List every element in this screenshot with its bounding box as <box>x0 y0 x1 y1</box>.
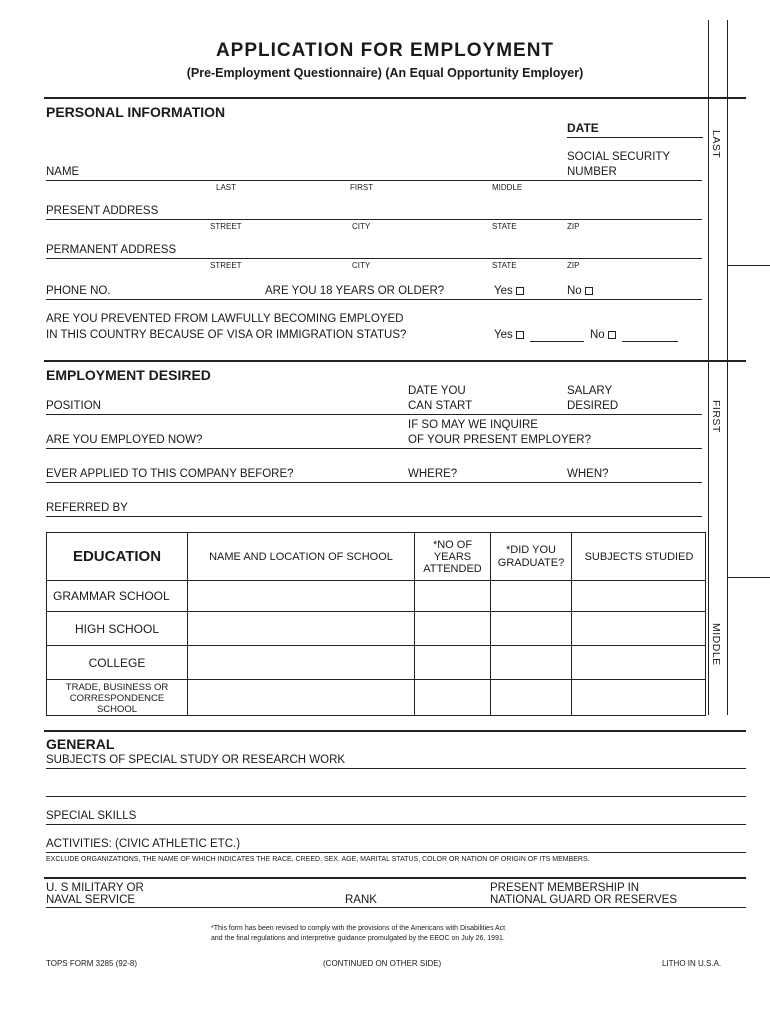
special-study-field-2[interactable] <box>46 796 746 797</box>
rank-label: RANK <box>345 894 377 906</box>
present-address-label: PRESENT ADDRESS <box>46 205 159 217</box>
salary-label-1: SALARY <box>567 385 613 397</box>
edu-col-school: NAME AND LOCATION OF SCHOOL <box>209 550 393 563</box>
guard-label-2: NATIONAL GUARD OR RESERVES <box>490 894 678 906</box>
edu-col-graduate-1: *DID YOU <box>506 543 556 556</box>
inquire-label-2: OF YOUR PRESENT EMPLOYER? <box>408 434 591 446</box>
edu-row-college: COLLEGE <box>88 655 146 670</box>
edu-col-years <box>415 533 490 580</box>
side-label-last: LAST <box>710 130 722 159</box>
ssn-label-2: NUMBER <box>567 166 617 178</box>
visa-no-checkbox[interactable] <box>608 331 616 339</box>
edu-row-trade-2: CORRESPONDENCE <box>69 692 165 704</box>
phone-label: PHONE NO. <box>46 285 111 297</box>
form-id: TOPS FORM 3285 (92-8) <box>46 959 137 968</box>
name-sub-middle: MIDDLE <box>492 183 523 192</box>
right-strip-right-edge <box>727 20 728 715</box>
position-label: POSITION <box>46 400 101 412</box>
military-field[interactable] <box>46 907 746 908</box>
activities-label: ACTIVITIES: (CIVIC ATHLETIC ETC.) <box>46 838 241 850</box>
employed-now-label: ARE YOU EMPLOYED NOW? <box>46 434 203 446</box>
edu-row-trade-1: TRADE, BUSINESS OR <box>65 681 169 693</box>
employment-heading: EMPLOYMENT DESIRED <box>46 367 211 383</box>
special-study-label: SUBJECTS OF SPECIAL STUDY OR RESEARCH WORK <box>46 754 346 766</box>
form-subtitle: (Pre-Employment Questionnaire) (An Equal Opportunity Employer) <box>186 66 584 80</box>
side-label-first: FIRST <box>710 400 722 433</box>
special-skills-label: SPECIAL SKILLS <box>46 810 137 822</box>
right-strip-tick-1 <box>727 265 770 266</box>
section-rule-general <box>44 730 746 732</box>
name-field[interactable] <box>46 180 702 181</box>
edu-col-graduate-2: GRADUATE? <box>497 556 565 569</box>
ada-note-1: *This form has been revised to comply with the provisions of the Americans with Disabilities Act <box>211 925 506 932</box>
form-title: APPLICATION FOR EMPLOYMENT <box>215 40 555 61</box>
military-top-rule <box>44 877 746 879</box>
present-sub-street: STREET <box>210 222 242 231</box>
edu-col-subjects: SUBJECTS STUDIED <box>584 550 694 563</box>
applied-before-label: EVER APPLIED TO THIS COMPANY BEFORE? <box>46 468 294 480</box>
visa-question-line-2: IN THIS COUNTRY BECAUSE OF VISA OR IMMIGRATION STATUS? <box>46 329 407 341</box>
age-yes-checkbox[interactable] <box>516 287 524 295</box>
referred-by-label: REFERRED BY <box>46 502 128 514</box>
phone-field[interactable] <box>46 299 702 300</box>
age-yes-label: Yes <box>494 285 513 297</box>
age-no-label: No <box>567 285 582 297</box>
visa-yes-checkbox[interactable] <box>516 331 524 339</box>
permanent-sub-state: STATE <box>492 261 517 270</box>
permanent-address-label: PERMANENT ADDRESS <box>46 244 177 256</box>
edu-row-grammar: GRAMMAR SCHOOL <box>53 589 170 603</box>
edu-input-college[interactable] <box>188 646 414 679</box>
edu-row-high-school: HIGH SCHOOL <box>74 621 159 636</box>
age-question: ARE YOU 18 YEARS OR OLDER? <box>265 285 445 297</box>
side-label-middle: MIDDLE <box>710 623 722 666</box>
guard-label-1: PRESENT MEMBERSHIP IN <box>490 882 640 894</box>
edu-col-years-3: ATTENDED <box>423 562 482 575</box>
personal-heading: PERSONAL INFORMATION <box>46 104 226 120</box>
general-heading: GENERAL <box>46 736 115 752</box>
salary-label-2: DESIRED <box>567 400 619 412</box>
permanent-sub-street: STREET <box>210 261 242 270</box>
special-skills-field[interactable] <box>46 824 746 825</box>
exclude-note: EXCLUDE ORGANIZATIONS, THE NAME OF WHICH INDICATES THE RACE, CREED. SEX. AGE, MARITAL STATUS, COLOR OR NATION OF ORIGIN OF ITS MEMBERS. <box>46 856 590 863</box>
visa-yes-field[interactable] <box>530 341 584 342</box>
visa-yes-label: Yes <box>494 329 513 341</box>
military-label-2: NAVAL SERVICE <box>46 894 136 906</box>
edu-col-years-1: *NO OF <box>432 538 473 551</box>
edu-input-trade[interactable] <box>188 680 414 716</box>
ada-note-2: and the final regulations and interpretive guidance promulgated by the EEOC on July 26, 1991. <box>211 935 505 942</box>
visa-no-option[interactable] <box>590 329 616 341</box>
referred-by-field[interactable] <box>46 516 702 517</box>
permanent-sub-city: CITY <box>352 261 371 270</box>
position-field[interactable] <box>46 414 702 415</box>
when-label: WHEN? <box>567 468 609 480</box>
present-sub-state: STATE <box>492 222 517 231</box>
edu-row-trade <box>47 680 187 716</box>
inquire-label-1: IF SO MAY WE INQUIRE <box>408 419 538 431</box>
name-sub-last: LAST <box>216 183 237 192</box>
edu-input-grammar-school[interactable] <box>188 581 414 611</box>
present-address-field[interactable] <box>46 219 702 220</box>
present-sub-zip: ZIP <box>567 222 580 231</box>
activities-field[interactable] <box>46 852 746 853</box>
edu-col-graduate <box>491 533 571 580</box>
age-no-option[interactable] <box>567 285 593 297</box>
date-field[interactable] <box>567 137 703 138</box>
military-label-1: U. S MILITARY OR <box>46 882 144 894</box>
applied-before-field[interactable] <box>46 482 702 483</box>
section-rule-employment <box>44 360 746 362</box>
present-sub-city: CITY <box>352 222 371 231</box>
continued-note: (CONTINUED ON OTHER SIDE) <box>323 959 442 968</box>
visa-no-label: No <box>590 329 605 341</box>
age-no-checkbox[interactable] <box>585 287 593 295</box>
employed-now-field[interactable] <box>46 448 702 449</box>
right-strip-tick-2 <box>727 577 770 578</box>
date-label: DATE <box>567 121 599 135</box>
name-sub-first: FIRST <box>350 183 374 192</box>
education-heading: EDUCATION <box>72 548 162 565</box>
edu-row-trade-3: SCHOOL <box>96 703 138 715</box>
name-label: NAME <box>46 166 80 178</box>
start-date-label-1: DATE YOU <box>408 385 466 397</box>
visa-question-line-1: ARE YOU PREVENTED FROM LAWFULLY BECOMING EMPLOYED <box>46 313 404 325</box>
special-study-field[interactable] <box>46 768 746 769</box>
right-strip-left-edge <box>708 20 709 715</box>
permanent-address-field[interactable] <box>46 258 702 259</box>
edu-col-years-2: YEARS <box>433 550 472 563</box>
visa-yes-option[interactable] <box>494 329 524 341</box>
permanent-sub-zip: ZIP <box>567 261 580 270</box>
edu-input-high-school[interactable] <box>188 612 414 645</box>
age-yes-option[interactable] <box>494 285 524 297</box>
litho-note: LITHO IN U.S.A. <box>662 959 722 968</box>
visa-no-field[interactable] <box>622 341 678 342</box>
where-label: WHERE? <box>408 468 458 480</box>
start-date-label-2: CAN START <box>408 400 473 412</box>
ssn-label-1: SOCIAL SECURITY <box>567 151 671 163</box>
section-rule-personal <box>44 97 746 99</box>
